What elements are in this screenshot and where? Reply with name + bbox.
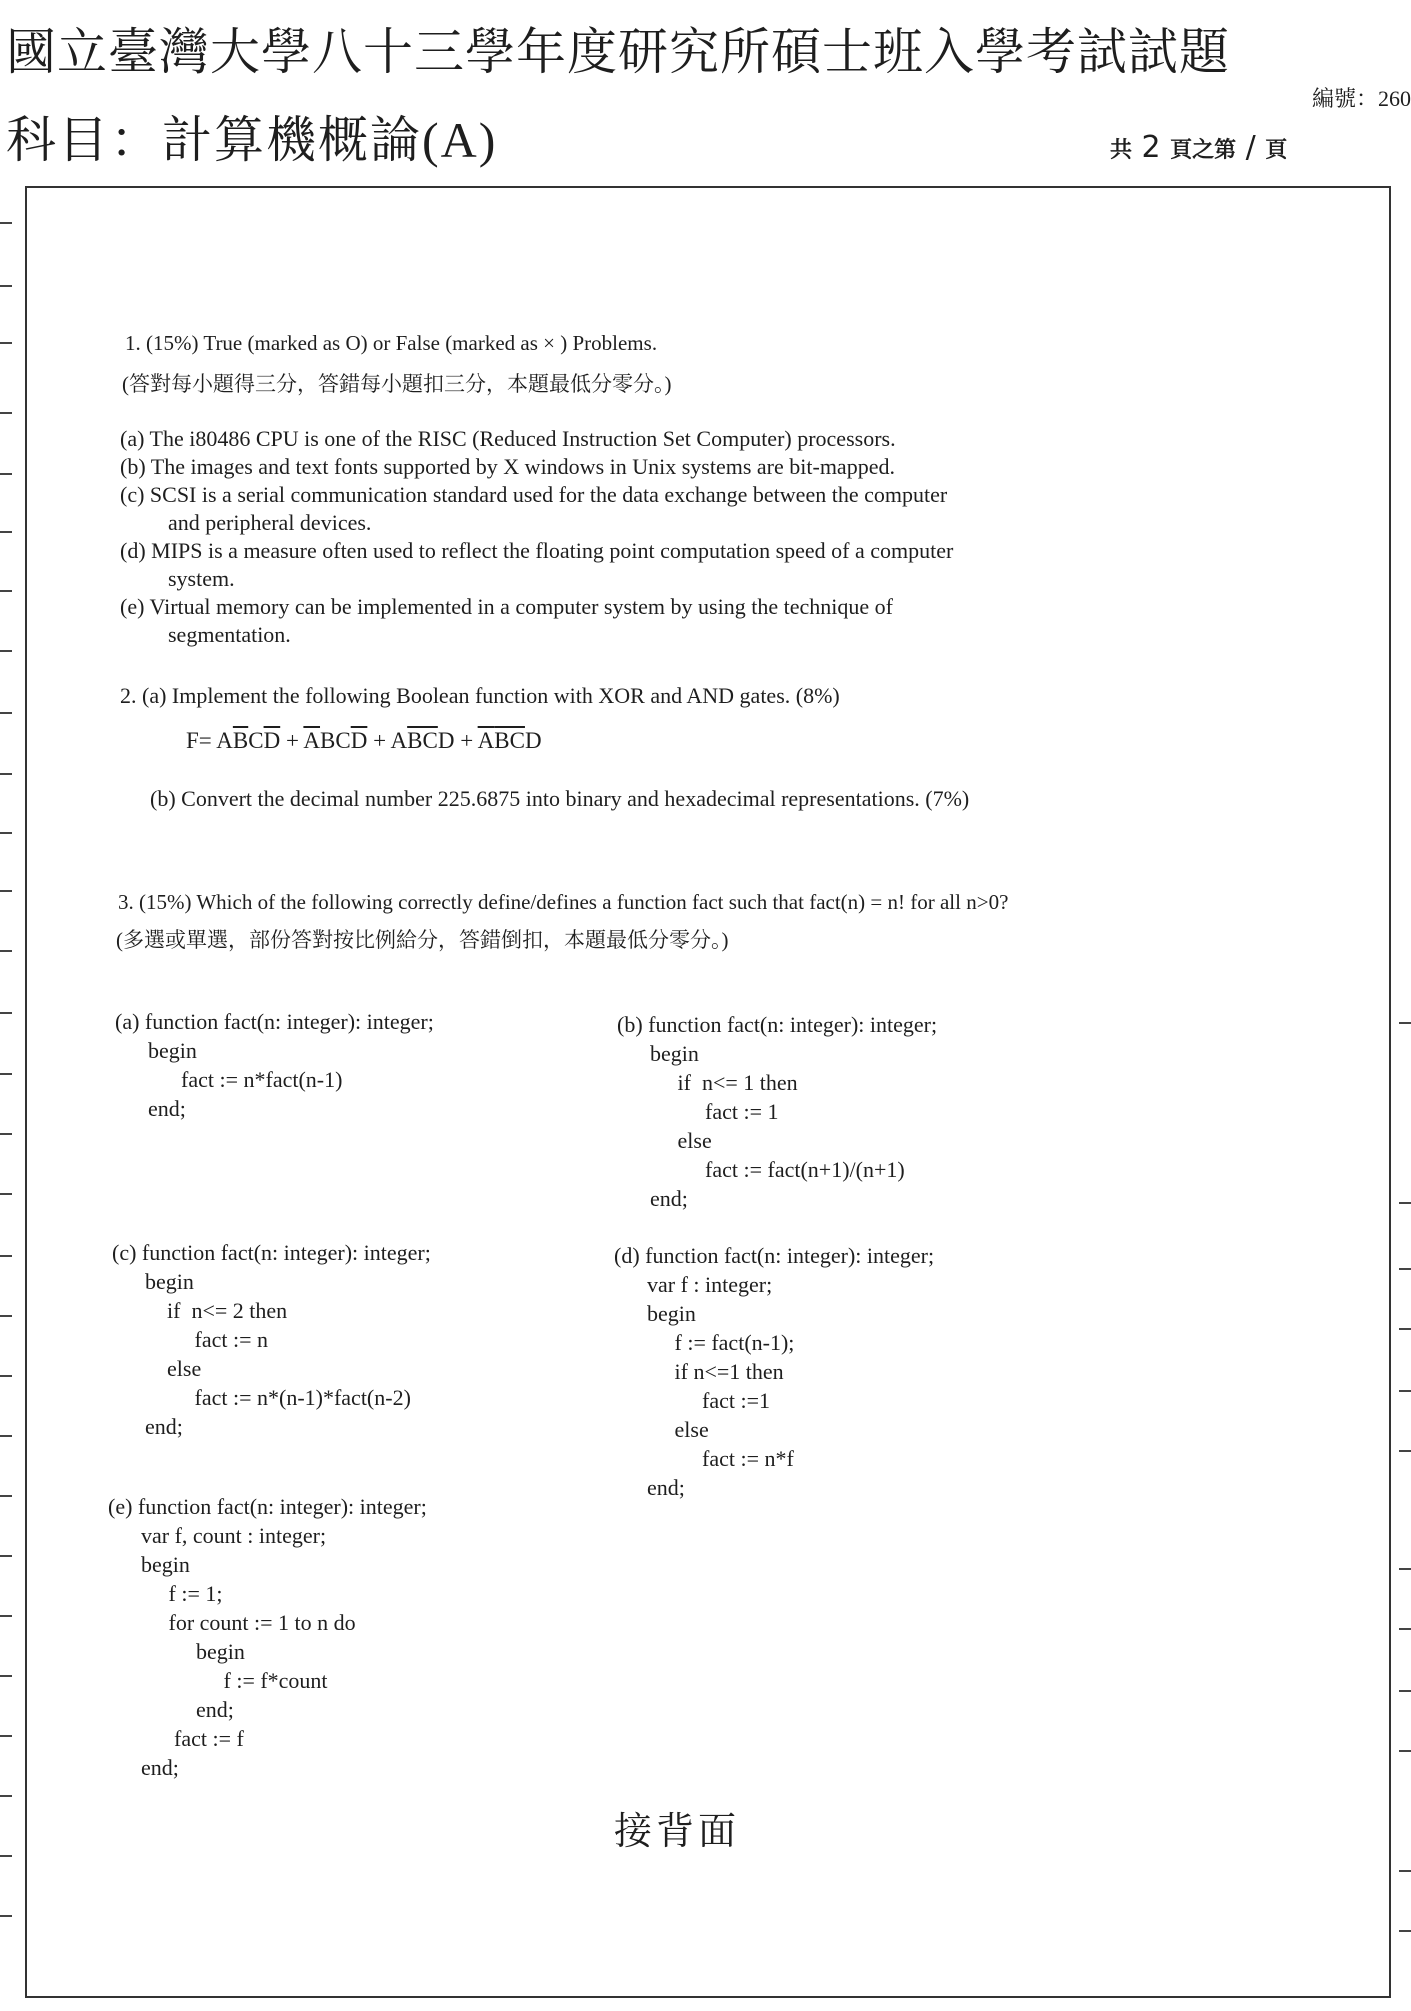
code-option-b: (b) function fact(n: integer): integer; begin if n<= 1 then fact := 1 else fact := fact(n+1)/(n+1) end; (617, 1012, 938, 1211)
boolean-function: $F= A\overline{B}C\overline{D} + \overline{A}BC\overline{D} + A\overline{BC}D + \overline{A}\overline{BC}D$ (186, 728, 542, 753)
q1-item-c: (c) SCSI is a serial communication standard used for the data exchange between the computer (120, 482, 948, 507)
q1-items (120, 425, 953, 649)
q3-heading: 3. (15%) Which of the following correctly define/defines a function fact such that fact(n) = n! for all n>0? (118, 890, 1009, 914)
page-counter (1110, 130, 1287, 165)
code-option-d: (d) function fact(n: integer): integer; var f : integer; begin f := fact(n-1); if n<=1 then fact :=1 else fact := n*f end; (614, 1243, 935, 1500)
q1-item-d: (d) MIPS is a measure often used to reflect the floating point computation speed of a computer (120, 538, 954, 563)
q1-item-e-cont: segmentation. (168, 622, 291, 647)
code-option-e: (e) function fact(n: integer): integer; var f, count : integer; begin f := 1; for count := 1 to n do begin f := f*count end; fact := f end; (108, 1494, 427, 1780)
code-option-a: (a) function fact(n: integer): integer; begin fact := n*fact(n-1) end; (115, 1009, 434, 1121)
continue-on-back-note: 接背面 (614, 1811, 741, 1853)
page-prefix: 共 (1110, 137, 1133, 162)
q2-part-b: (b) Convert the decimal number 225.6875 into binary and hexadecimal representations. (7%) (150, 786, 970, 811)
subject-title: 科目：計算機概論(A) (6, 112, 498, 168)
code-option-c: (c) function fact(n: integer): integer; begin if n<= 2 then fact := n else fact := n*(n-1)*fact(n-2) end; (112, 1240, 431, 1439)
exam-code: 編號：260 (1311, 86, 1411, 111)
q1-item-a: (a) The i80486 CPU is one of the RISC (Reduced Instruction Set Computer) processors. (120, 426, 896, 451)
q2-part-a: 2. (a) Implement the following Boolean function with XOR and AND gates. (8%) (120, 683, 840, 708)
q1-heading: 1. (15%) True (marked as O) or False (marked as × ) Problems. (125, 331, 658, 355)
q1-item-b: (b) The images and text fonts supported by X windows in Unix systems are bit-mapped. (120, 454, 895, 479)
q3-scoring-note: (多選或單選，部份答對按比例給分，答錯倒扣，本題最低分零分。) (116, 928, 729, 952)
page-total: 2 (1141, 130, 1161, 165)
page-suffix: 頁 (1265, 137, 1288, 162)
q1-item-c-cont: and peripheral devices. (168, 510, 372, 535)
q1-item-d-cont: system. (168, 566, 235, 591)
page-current: / (1245, 130, 1256, 165)
q1-item-e: (e) Virtual memory can be implemented in a computer system by using the technique of (120, 594, 893, 619)
page-middle: 頁之第 (1170, 137, 1237, 162)
function-prefix: F= (186, 728, 217, 753)
exam-title: 國立臺灣大學八十三學年度研究所碩士班入學考試試題 (6, 24, 1230, 80)
q1-scoring-note: (答對每小題得三分，答錯每小題扣三分，本題最低分零分。) (122, 372, 672, 396)
